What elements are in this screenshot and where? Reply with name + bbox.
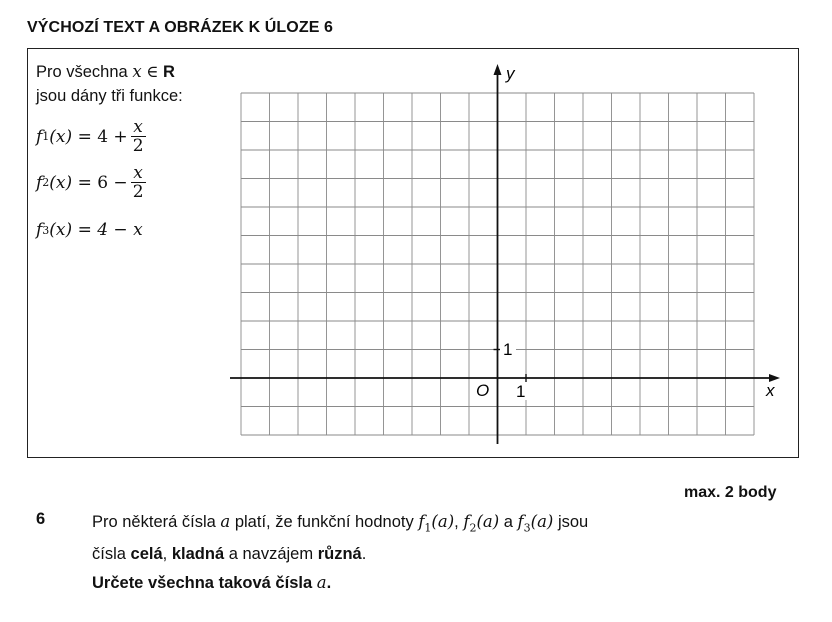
f2-denominator: 2 [132,182,144,202]
q-text-a: Pro některá čísla [92,513,216,531]
f1-arg: (x) [49,126,73,147]
f2-rhs: = 6 − [77,172,128,193]
f3-rhs: = 4 − x [77,220,143,240]
x-unit-label: 1 [516,382,526,401]
q-text-c: a [503,513,513,531]
f2-arg: (x) [49,172,73,193]
f1-index: 1 [42,130,50,143]
q-dot: . [361,545,367,564]
q-text-f: a navzájem [228,545,314,564]
q-comma: , [162,545,168,564]
f2-index: 2 [42,176,50,189]
f1-denominator: 2 [132,136,144,156]
task-text: Určete všechna taková čísla [92,574,313,592]
task-dot: . [326,574,332,592]
q-text-e: čísla [92,545,126,564]
y-axis-arrow-icon [494,64,502,75]
f1-name: f [36,126,43,147]
q-var-a: a [220,512,231,531]
q-text-d: jsou [557,513,589,531]
section-heading: VÝCHOZÍ TEXT A OBRÁZEK K ÚLOZE 6 [27,19,334,36]
y-unit-label: 1 [503,340,513,359]
axes [230,64,780,444]
q-bold-kladna: kladná [171,545,225,564]
question-line-1: Pro některá čísla a platí, že funkční hodnoty $f_1(a)$, $f_2(a)$ a $f_3(a)$ jsou [92,512,589,535]
task-instruction [92,573,331,593]
question-line-2 [92,541,732,568]
f3-arg: (x) [49,220,73,240]
task-var: a [316,573,327,592]
y-axis-label: y [506,64,515,83]
intro-prefix: Pro všechna [36,63,128,81]
element-of-symbol: ∈ [146,62,159,81]
question-number: 6 [36,510,46,528]
f1-numerator: x [133,117,143,137]
max-points: max. 2 body [684,484,777,501]
f2-name: f [36,172,43,193]
origin-label: O [476,381,490,400]
question-text [92,508,732,568]
f3-name: f [36,220,43,240]
intro-var: x [132,62,142,81]
f3-index: 3 [42,223,50,237]
f2-numerator: x [133,163,143,183]
q-bold-cela: celá [130,545,163,564]
f1-rhs: = 4 + [77,126,128,147]
q-text-b: platí, že funkční hodnoty [234,513,414,531]
real-set-symbol: R [163,63,175,81]
q-bold-ruzna: různá [317,545,362,564]
intro-line-2: jsou dány tři funkce: [36,87,183,105]
x-axis-label: x [766,381,775,400]
